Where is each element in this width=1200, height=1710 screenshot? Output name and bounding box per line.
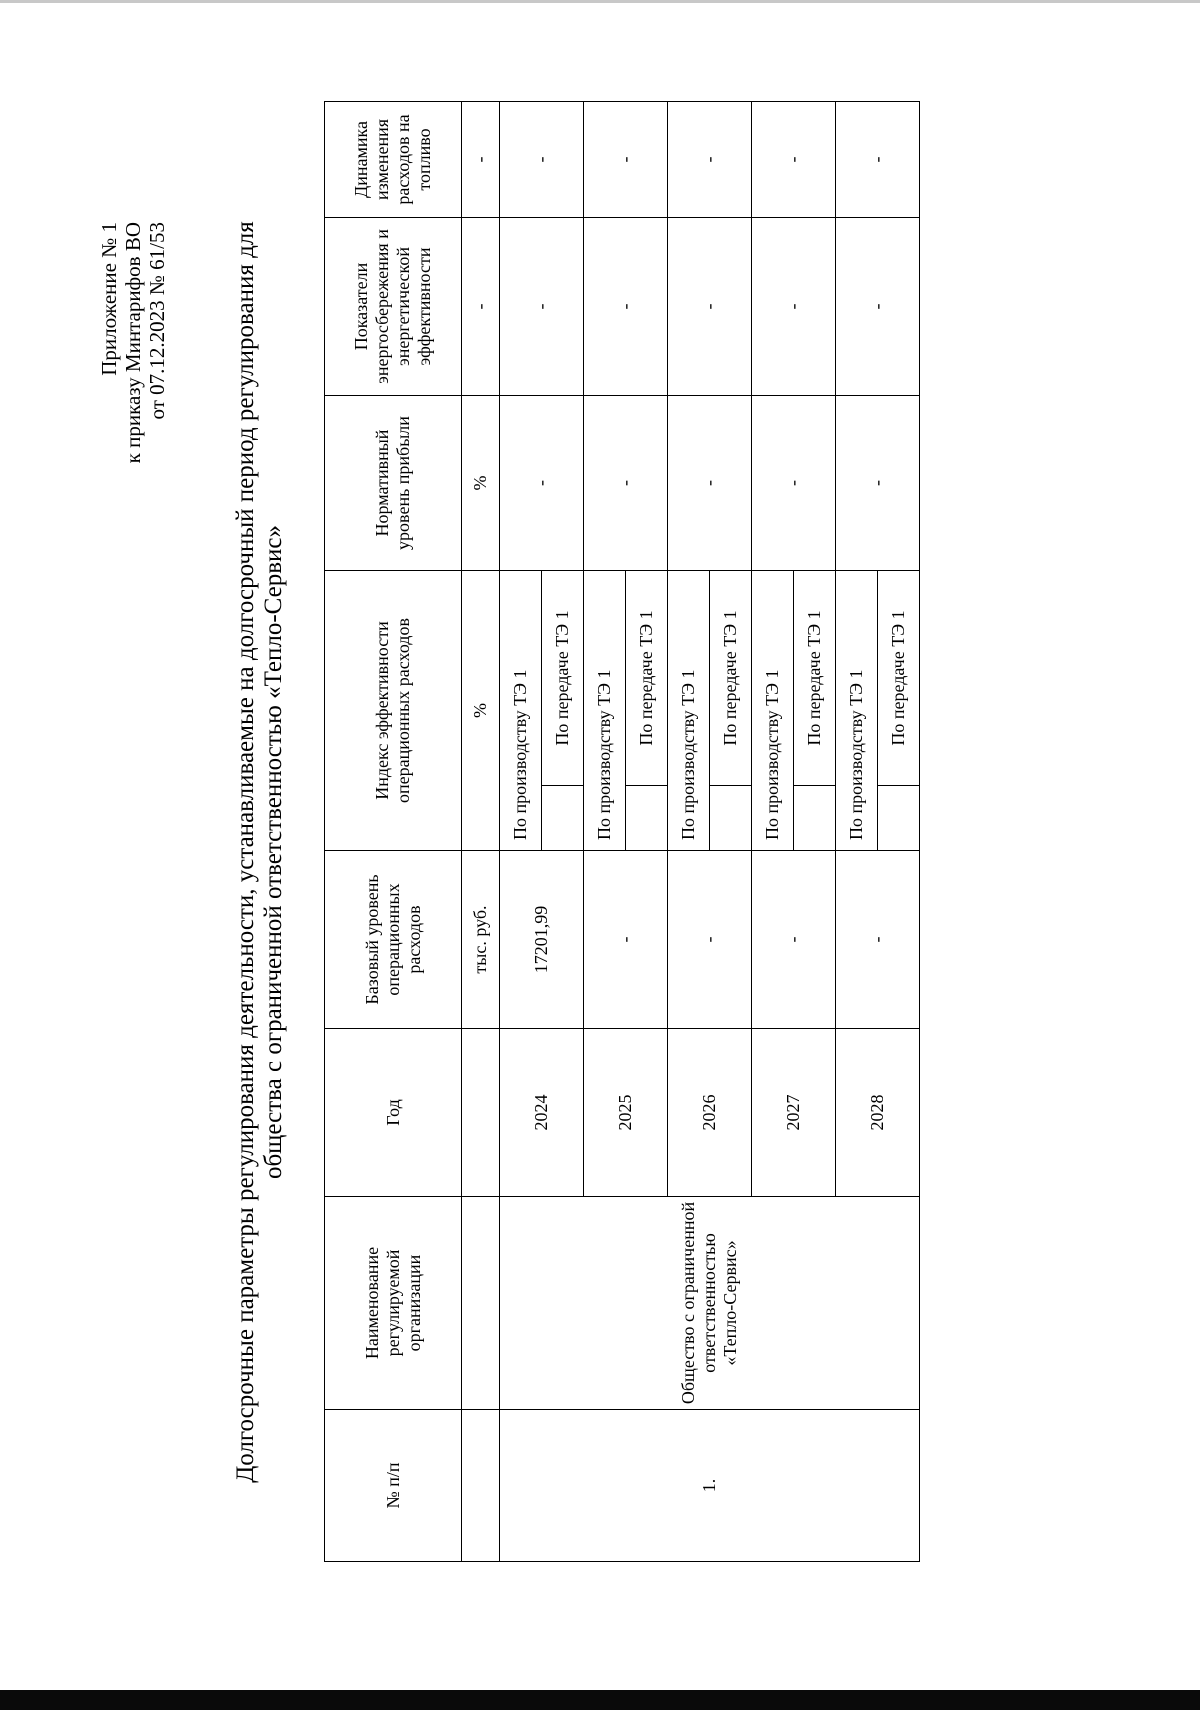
year-cell: 2027 (752, 1029, 836, 1197)
unit-num (462, 1410, 500, 1562)
unit-org (462, 1197, 500, 1410)
index-transmission-cell: По передаче ТЭ 1 (542, 571, 584, 786)
index-production-cell: По производству ТЭ 1 (584, 571, 626, 851)
year-cell: 2025 (584, 1029, 668, 1197)
profit-cell: - (836, 396, 920, 571)
document-title (232, 92, 288, 1612)
energy-cell: - (584, 218, 668, 396)
unit-year (462, 1029, 500, 1197)
title-line-1: Долгосрочные параметры регулирования деятельности, устанавливаемые на долгосрочный период регулирования для (232, 221, 259, 1483)
header-org: Наименование регулируемой организации (325, 1197, 462, 1410)
unit-index: % (462, 571, 500, 851)
energy-cell: - (752, 218, 836, 396)
header-year: Год (325, 1029, 462, 1197)
header-energy: Показатели энергосбережения и энергетической эффективности (325, 218, 462, 396)
profit-cell: - (752, 396, 836, 571)
parameters-table (324, 101, 920, 1562)
year-cell: 2024 (500, 1029, 584, 1197)
base-cell: - (584, 851, 668, 1029)
index-production-cell: По производству ТЭ 1 (668, 571, 710, 851)
energy-cell: - (836, 218, 920, 396)
energy-cell: - (668, 218, 752, 396)
base-cell: - (668, 851, 752, 1029)
base-cell: 17201,99 (500, 851, 584, 1029)
header-profit: Нормативный уровень прибыли (325, 396, 462, 571)
index-production-cell: По производству ТЭ 1 (500, 571, 542, 851)
header-num: № п/п (325, 1410, 462, 1562)
index-spacer-cell (878, 786, 920, 851)
fuel-cell: - (752, 102, 836, 218)
index-spacer-cell (710, 786, 752, 851)
scan-edge-top (0, 0, 1200, 3)
unit-base: тыс. руб. (462, 851, 500, 1029)
fuel-cell: - (836, 102, 920, 218)
index-transmission-cell: По передаче ТЭ 1 (710, 571, 752, 786)
energy-cell: - (500, 218, 584, 396)
fuel-cell: - (584, 102, 668, 218)
profit-cell: - (668, 396, 752, 571)
org-name: Общество с ограниченной ответственностью «Тепло-Сервис» (500, 1197, 920, 1410)
scan-edge-bottom (0, 1690, 1200, 1710)
profit-cell: - (584, 396, 668, 571)
index-transmission-cell: По передаче ТЭ 1 (794, 571, 836, 786)
header-fuel: Динамика изменения расходов на топливо (325, 102, 462, 218)
index-production-cell: По производству ТЭ 1 (752, 571, 794, 851)
unit-fuel: - (462, 102, 500, 218)
base-cell: - (752, 851, 836, 1029)
row-number: 1. (500, 1410, 920, 1562)
profit-cell: - (500, 396, 584, 571)
fuel-cell: - (500, 102, 584, 218)
index-spacer-cell (626, 786, 668, 851)
index-spacer-cell (794, 786, 836, 851)
appendix-line-2: к приказу Минтарифов ВО (121, 222, 145, 464)
appendix-line-3: от 07.12.2023 № 61/53 (145, 222, 169, 420)
table-row (500, 102, 542, 1562)
appendix-line-1: Приложение № 1 (97, 222, 121, 376)
appendix-block (97, 222, 169, 463)
index-production-cell: По производству ТЭ 1 (836, 571, 878, 851)
unit-energy: - (462, 218, 500, 396)
header-index: Индекс эффективности операционных расходов (325, 571, 462, 851)
unit-profit: % (462, 396, 500, 571)
index-transmission-cell: По передаче ТЭ 1 (626, 571, 668, 786)
index-transmission-cell: По передаче ТЭ 1 (878, 571, 920, 786)
rotated-page (97, 92, 932, 1612)
title-line-2: общества с ограниченной ответственностью «Тепло-Сервис» (260, 524, 287, 1180)
index-spacer-cell (542, 786, 584, 851)
year-cell: 2028 (836, 1029, 920, 1197)
header-base: Базовый уровень операционных расходов (325, 851, 462, 1029)
units-row (462, 102, 500, 1562)
year-cell: 2026 (668, 1029, 752, 1197)
header-row (325, 102, 462, 1562)
fuel-cell: - (668, 102, 752, 218)
base-cell: - (836, 851, 920, 1029)
